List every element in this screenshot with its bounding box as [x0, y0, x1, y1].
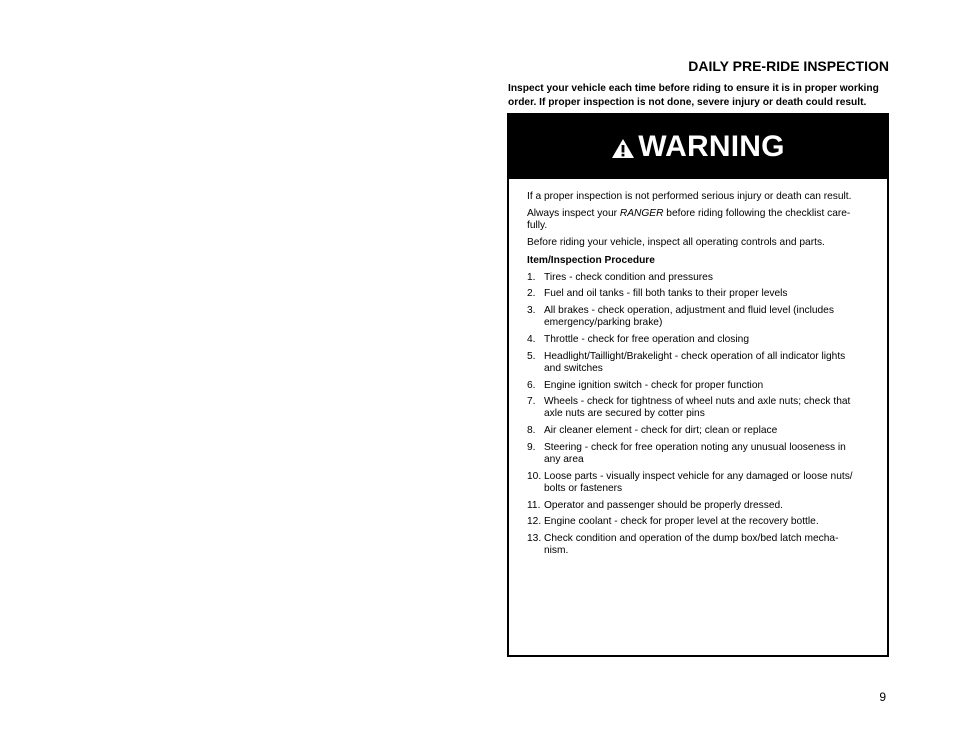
- intro-text: [508, 82, 890, 109]
- list-item: [527, 380, 864, 392]
- list-item-text: [544, 425, 864, 437]
- list-item-text: [544, 516, 864, 528]
- list-item-text: [544, 272, 864, 284]
- intro-line: Inspect your vehicle each time before riding to ensure it is in proper working: [508, 83, 879, 94]
- list-item-number: 2.: [527, 288, 536, 300]
- list-item: [527, 516, 864, 528]
- paragraph: [527, 237, 864, 249]
- list-item-number: 12.: [527, 516, 542, 528]
- list-item-text: [544, 334, 864, 346]
- list-item-line: Fuel and oil tanks - fill both tanks to their proper levels: [544, 288, 788, 300]
- list-item-text: [544, 288, 864, 300]
- list-item-line: Steering - check for free operation noting any unusual looseness in: [544, 441, 846, 453]
- list-item-line: nism.: [544, 545, 569, 557]
- list-item: [527, 351, 864, 375]
- warning-banner: [509, 115, 887, 179]
- inspection-list: [527, 272, 864, 558]
- paragraph-line: If a proper inspection is not performed serious injury or death can result.: [527, 191, 852, 202]
- page-number: 9: [879, 690, 886, 704]
- paragraph-line: fully.: [527, 220, 548, 232]
- text-span: before riding following the checklist care-: [663, 208, 851, 220]
- list-item: [527, 471, 864, 495]
- page-title: DAILY PRE-RIDE INSPECTION: [688, 58, 889, 74]
- paragraph: [527, 191, 864, 203]
- list-item-number: 4.: [527, 333, 536, 345]
- list-item-number: 8.: [527, 425, 536, 437]
- list-item-line: Operator and passenger should be properly dressed.: [544, 499, 783, 511]
- list-item-number: 7.: [527, 396, 536, 408]
- warning-triangle-icon: [611, 138, 635, 159]
- list-item: [527, 442, 864, 466]
- list-item: [527, 288, 864, 300]
- paragraph: [527, 208, 864, 232]
- list-item-line: any area: [544, 453, 584, 465]
- list-item: [527, 425, 864, 437]
- list-item-number: 13.: [527, 533, 542, 545]
- list-item-text: [544, 351, 864, 375]
- list-item-line: axle nuts are secured by cotter pins: [544, 408, 705, 420]
- list-item-line: Air cleaner element - check for dirt; clean or replace: [544, 425, 778, 437]
- list-item-line: Wheels - check for tightness of wheel nuts and axle nuts; check that: [544, 396, 851, 408]
- list-item-number: 10.: [527, 470, 542, 482]
- list-item: [527, 334, 864, 346]
- list-item-line: Engine coolant - check for proper level at the recovery bottle.: [544, 516, 819, 528]
- list-item-number: 5.: [527, 350, 536, 362]
- intro-line: order. If proper inspection is not done, severe injury or death could result.: [508, 96, 867, 108]
- list-item-line: Throttle - check for free operation and closing: [544, 333, 749, 345]
- list-item-text: [544, 500, 864, 512]
- warning-box: [507, 113, 889, 657]
- list-item-text: [544, 533, 864, 557]
- list-item: [527, 396, 864, 420]
- list-item: [527, 305, 864, 329]
- vehicle-name: RANGER: [619, 208, 664, 220]
- list-item: [527, 533, 864, 557]
- procedure-heading: Item/Inspection Procedure: [527, 254, 655, 266]
- paragraph-line: Before riding your vehicle, inspect all operating controls and parts.: [527, 237, 825, 249]
- list-item-line: Engine ignition switch - check for proper function: [544, 379, 764, 391]
- list-item-text: [544, 380, 864, 392]
- warning-content: [527, 191, 864, 562]
- text-span: Always inspect your: [527, 208, 620, 220]
- list-item-number: 11.: [527, 499, 541, 511]
- list-item-line: Check condition and operation of the dump box/bed latch mecha-: [544, 533, 839, 545]
- list-item-text: [544, 442, 864, 466]
- list-item-text: [544, 396, 864, 420]
- list-item-line: Tires - check condition and pressures: [544, 271, 713, 283]
- list-item: [527, 500, 864, 512]
- list-item-line: Headlight/Taillight/Brakelight - check operation of all indicator lights: [544, 350, 846, 362]
- list-item-line: Loose parts - visually inspect vehicle for any damaged or loose nuts/: [544, 470, 853, 482]
- list-item-text: [544, 471, 864, 495]
- list-item-number: 9.: [527, 441, 536, 453]
- list-item-number: 3.: [527, 305, 536, 317]
- warning-label: WARNING: [638, 130, 785, 163]
- list-item-line: emergency/parking brake): [544, 317, 663, 329]
- paragraph-line: [527, 208, 864, 220]
- list-item-text: [544, 305, 864, 329]
- list-item: [527, 272, 864, 284]
- list-item-line: All brakes - check operation, adjustment and fluid level (includes: [544, 305, 834, 317]
- list-item-number: 6.: [527, 379, 536, 391]
- list-item-line: bolts or fasteners: [544, 482, 623, 494]
- list-item-number: 1.: [527, 271, 536, 283]
- list-item-line: and switches: [544, 362, 603, 374]
